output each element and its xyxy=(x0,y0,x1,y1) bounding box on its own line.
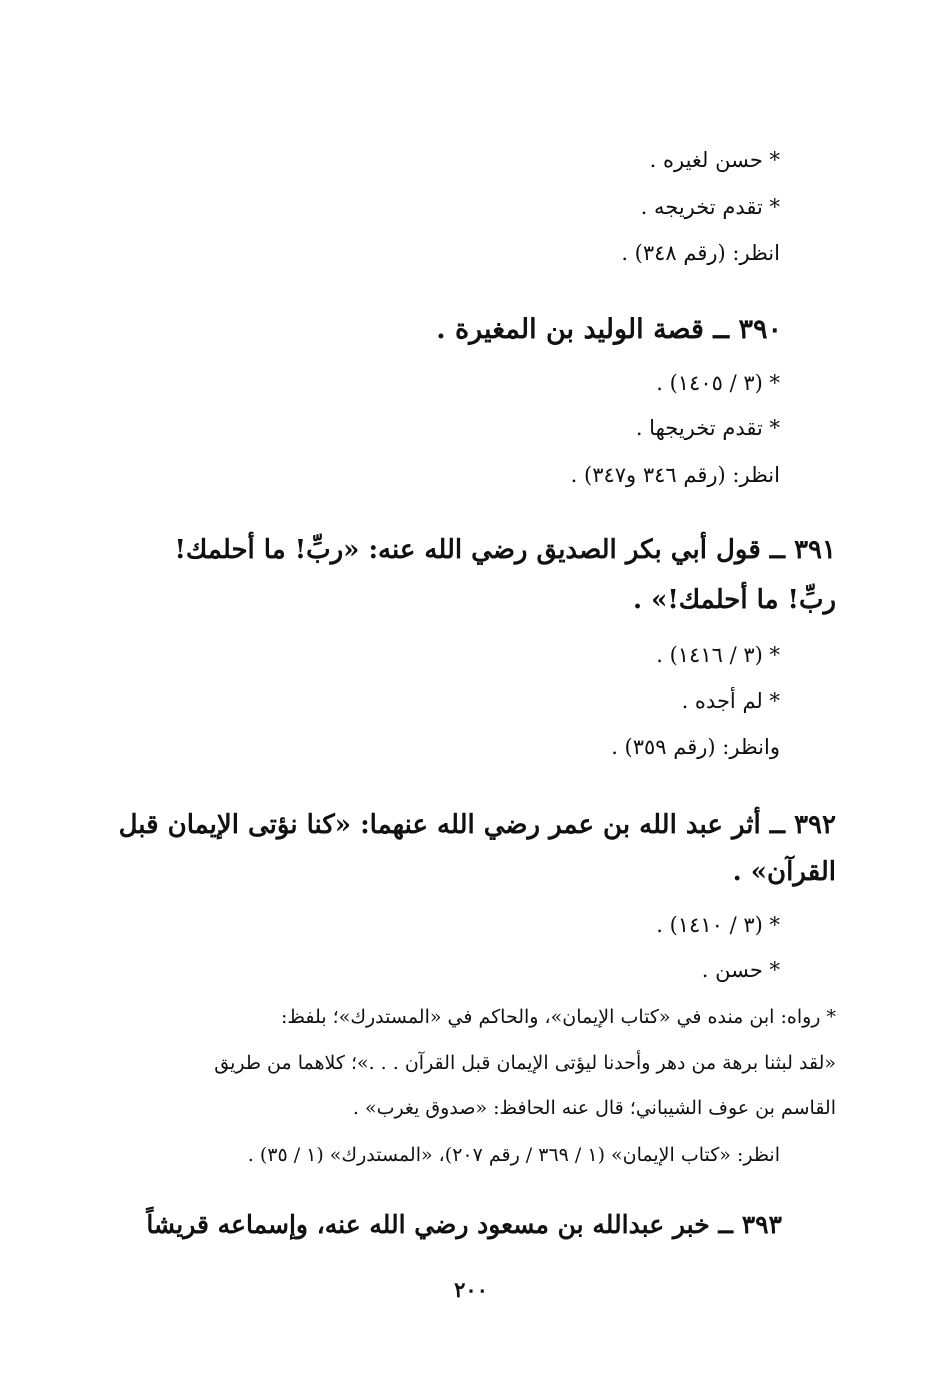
reference-line: انظر: (رقم ٣٤٦ و٣٤٧) . xyxy=(570,463,780,487)
volume-page-line: * (٣ / ١٤١٦) . xyxy=(656,643,780,667)
entry-heading-390: ٣٩٠ ــ قصة الوليد بن المغيرة . xyxy=(436,314,782,345)
takhrij-line: * تقدم تخريجه . xyxy=(640,195,780,219)
entry-heading-392: ٣٩٢ ــ أثر عبد الله بن عمر رضي الله عنهما: «كنا نؤتى الإيمان قبل xyxy=(118,810,836,840)
reference-line: وانظر: (رقم ٣٥٩) . xyxy=(611,735,780,759)
volume-page-line: * (٣ / ١٤١٠) . xyxy=(656,913,780,937)
reference-line: انظر: «كتاب الإيمان» (١ / ٣٦٩ / رقم ٢٠٧)، «المستدرك» (١ / ٣٥) . xyxy=(247,1144,780,1166)
reference-line: انظر: (رقم ٣٤٨) . xyxy=(621,241,780,265)
grading-line: * حسن لغيره . xyxy=(649,148,780,172)
entry-heading-393: ٣٩٣ ــ خبر عبدالله بن مسعود رضي الله عنه، وإسماعه قريشاً xyxy=(146,1210,782,1239)
narration-line: القاسم بن عوف الشيباني؛ قال عنه الحافظ: «صدوق يغرب» . xyxy=(352,1097,836,1119)
grading-line: * حسن . xyxy=(701,958,780,982)
page-number: ٢٠٠ xyxy=(454,1277,488,1302)
entry-heading-392-cont: القرآن» . xyxy=(732,857,836,887)
volume-page-line: * (٣ / ١٤٠٥) . xyxy=(656,371,780,395)
entry-heading-391: ٣٩١ ــ قول أبي بكر الصديق رضي الله عنه: «ربِّ! ما أحلمك! xyxy=(174,535,836,565)
grading-line: * لم أجده . xyxy=(681,689,780,713)
entry-heading-391-cont: ربِّ! ما أحلمك!» . xyxy=(632,585,836,615)
takhrij-line: * تقدم تخريجها . xyxy=(635,416,780,440)
narration-line: * رواه: ابن منده في «كتاب الإيمان»، والحاكم في «المستدرك»؛ بلفظ: xyxy=(281,1006,836,1028)
narration-line: «لقد لبثنا برهة من دهر وأحدنا ليؤتى الإيمان قبل القرآن . . .»؛ كلاهما من طريق xyxy=(214,1052,836,1074)
